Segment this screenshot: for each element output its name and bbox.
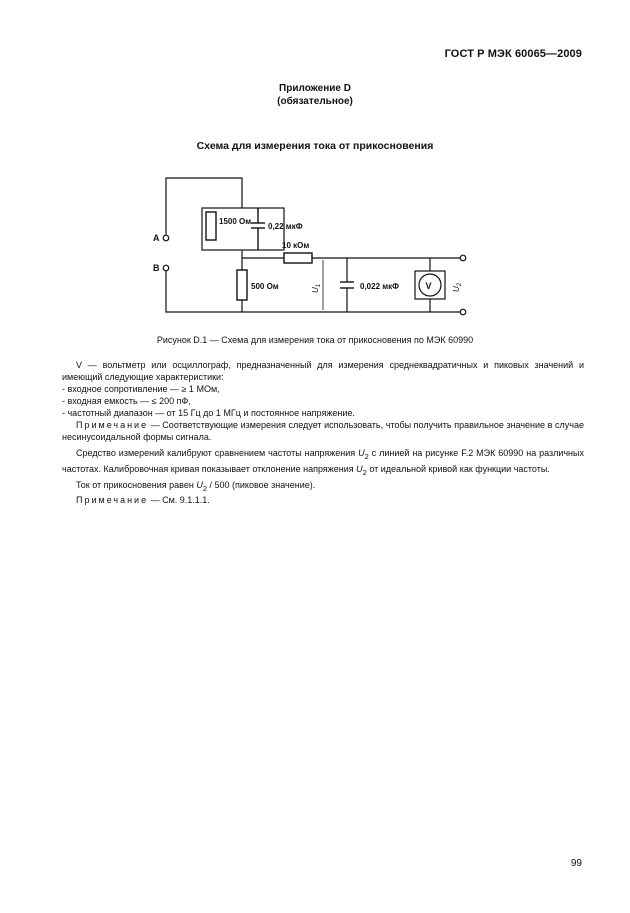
voltmeter-label: V bbox=[425, 281, 432, 291]
svg-text:U2: $U_2$ bbox=[452, 282, 463, 292]
list-item: - входная емкость — ≤ 200 пФ, bbox=[62, 396, 191, 406]
figure-caption: Рисунок D.1 — Схема для измерения тока от прикосновения по МЭК 60990 bbox=[156, 335, 474, 345]
label-b: B bbox=[153, 263, 160, 273]
annex-heading bbox=[0, 82, 630, 108]
note-1 bbox=[62, 419, 584, 443]
annex-title: Приложение D bbox=[279, 83, 351, 94]
paragraph-calibration: Средство измерений калибруют сравнением частоты напряжения $U_2$ с линией на рисунке F.2 МЭК 60990 на различных частотах. Калибровочная кривая показывает отклонение напряжения $U_2$ от идеальной кривой как функции частоты. bbox=[62, 448, 584, 477]
list-item: - частотный диапазон — от 15 Гц до 1 МГц и постоянное напряжение. bbox=[62, 408, 355, 418]
page-number: 99 bbox=[570, 858, 582, 869]
label-u1 bbox=[311, 284, 322, 293]
capacitor-c1 bbox=[251, 208, 265, 250]
label-c2: 0,022 мкФ bbox=[360, 282, 399, 291]
terminal-a bbox=[163, 235, 169, 241]
capacitor-c2 bbox=[340, 282, 354, 288]
paragraph-voltmeter: V — вольтметр или осциллограф, предназначенный для измерения среднеквадратичных и пиковых значений и имеющий следующие характеристики: bbox=[62, 360, 584, 382]
label-r1: 1500 Ом bbox=[219, 217, 252, 226]
annex-status: (обязательное) bbox=[277, 96, 353, 107]
list-item: - входное сопротивление — ≥ 1 МОм, bbox=[62, 384, 220, 394]
svg-text:U1: $U_1$ bbox=[311, 283, 322, 293]
resistor-r3 bbox=[237, 270, 247, 300]
note-label: Примечание bbox=[76, 495, 149, 506]
label-r3: 500 Ом bbox=[251, 282, 279, 291]
note-text: — См. 9.1.1.1. bbox=[148, 495, 210, 506]
resistor-r1 bbox=[206, 212, 216, 240]
note-label: Примечание bbox=[76, 420, 149, 430]
note-2 bbox=[62, 494, 584, 506]
body-text bbox=[62, 359, 584, 506]
label-r2: 10 кОм bbox=[282, 241, 310, 250]
label-a: A bbox=[153, 233, 160, 243]
paragraph-touch-current: Ток от прикосновения равен $U_2 / 500$ (пиковое значение). bbox=[76, 479, 316, 493]
circuit-diagram bbox=[0, 160, 630, 330]
label-u2 bbox=[452, 282, 463, 292]
document-header: ГОСТ Р МЭК 60065—2009 bbox=[444, 48, 582, 60]
terminal-b bbox=[163, 265, 169, 271]
note-text: — Соответствующие измерения следует использовать, чтобы получить правильное значение в случае несинусоидальной формы сигнала. bbox=[62, 420, 584, 442]
terminal-out-top bbox=[460, 255, 466, 261]
label-c1: 0,22 мкФ bbox=[268, 222, 303, 231]
resistor-r2 bbox=[284, 253, 312, 263]
terminal-out-bottom bbox=[460, 309, 466, 315]
figure-title: Схема для измерения тока от прикосновения bbox=[196, 140, 434, 152]
